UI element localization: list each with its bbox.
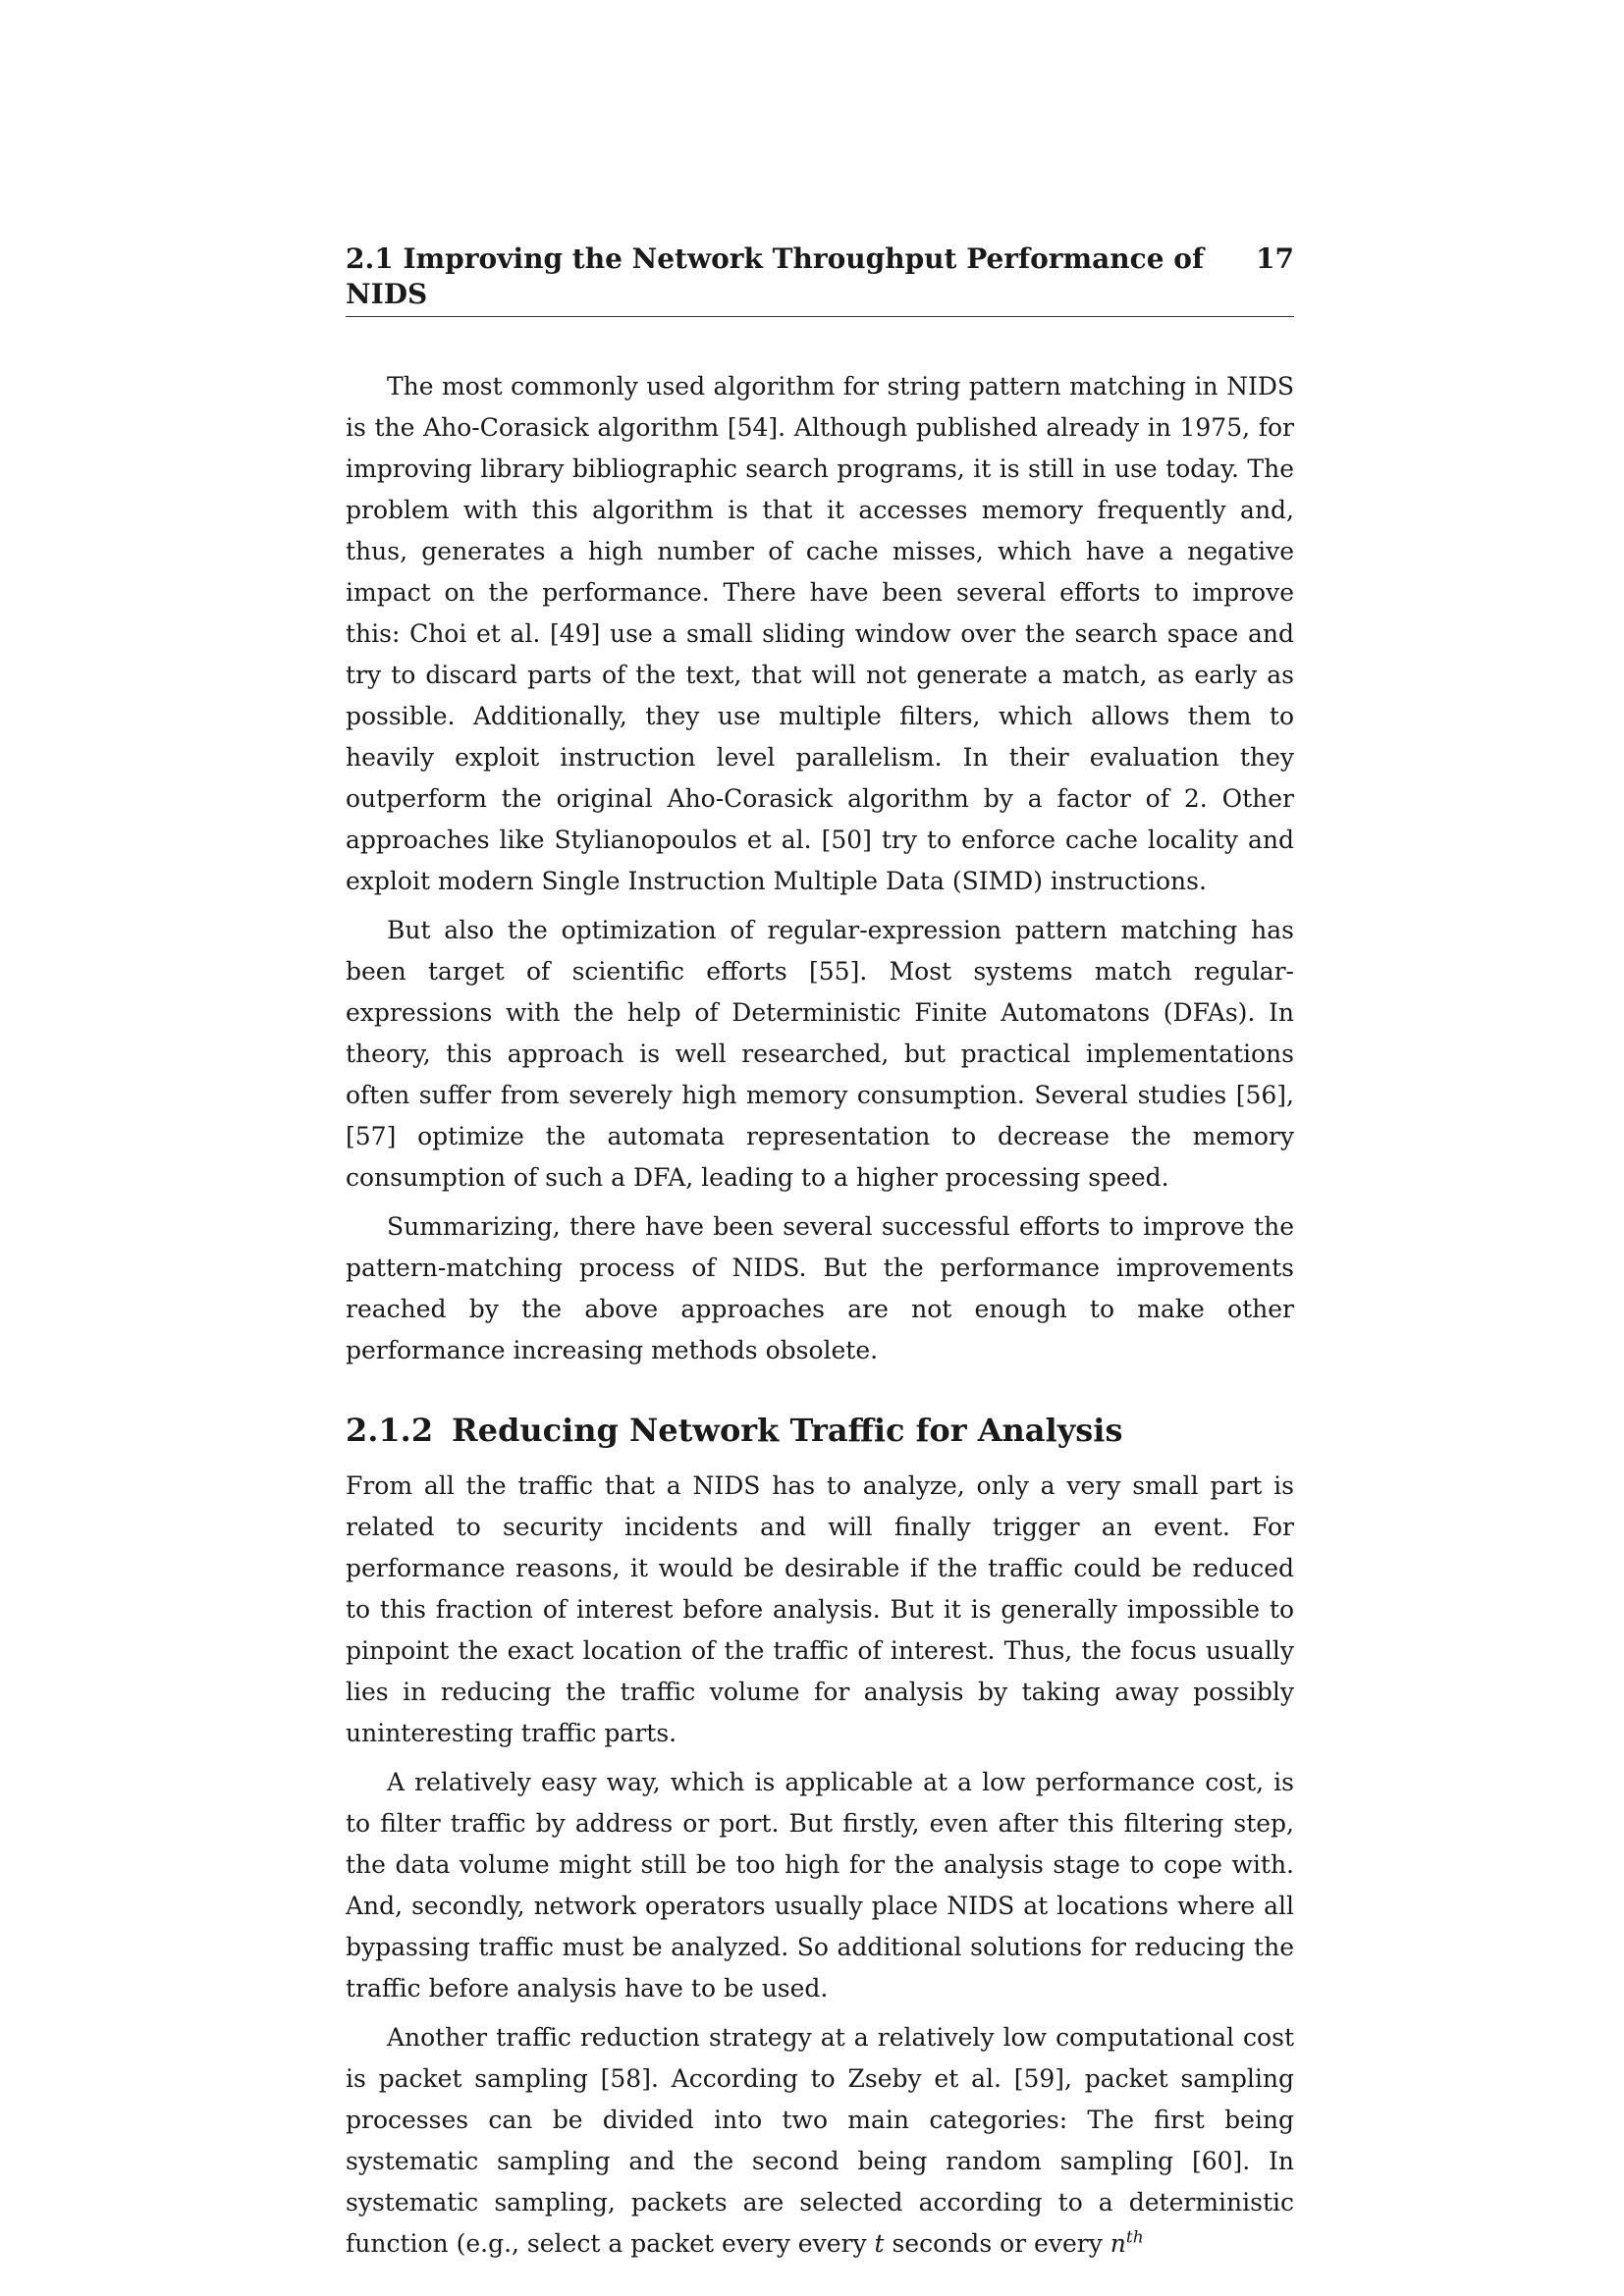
paragraph-last-middle: seconds or every xyxy=(892,2229,1103,2258)
section-number: 2.1.2 xyxy=(346,1412,434,1449)
paragraph-last xyxy=(346,2017,1294,2265)
section-title: Reducing Network Traffic for Analysis xyxy=(452,1412,1123,1449)
paragraph: From all the traffic that a NIDS has to analyze, only a very small part is related to security incidents and will finally trigger an event. For performance reasons, it would be desirable if the traffic could be reduced to this fraction of interest before analysis. But it is generally impossible to pinpoint the exact location of the traffic of interest. Thus, the focus usually lies in reducing the traffic volume for analysis by taking away possibly uninteresting traffic parts. xyxy=(346,1471,1294,1747)
paragraph-last-text: Another traffic reduction strategy at a relatively low computational cost is packet sampling [58]. According to Zseby et al. [59], packet sampling processes can be divided into two main categories: The first being systematic sampling and the second being random sampling [60]. In systematic sampling, packets are selected according to a deterministic function (e.g., select a packet every every xyxy=(346,2023,1294,2258)
superscript-th: th xyxy=(1125,2227,1144,2248)
paragraph: The most commonly used algorithm for string pattern matching in NIDS is the Aho-Corasick algorithm [54]. Although published already in 1975, for improving library bibliographic search programs, it is still in use today. The problem with this algorithm is that it accesses memory frequently and, thus, generates a high number of cache misses, which have a negative impact on the performance. There have been several efforts to improve this: Choi et al. [49] use a small sliding window over the search space and try to discard parts of the text, that will not generate a match, as early as possible. Additionally, they use multiple filters, which allows them to heavily exploit instruction level parallelism. In their evaluation they outperform the original Aho-Corasick algorithm by a factor of 2. Other approaches like Stylianopoulos et al. [50] try to enforce cache locality and exploit modern Single Instruction Multiple Data (SIMD) instructions. xyxy=(346,372,1294,895)
running-header-title: 2.1 Improving the Network Throughput Performance of NIDS xyxy=(346,242,1204,310)
paragraph: But also the optimization of regular-expression pattern matching has been target of scientific efforts [55]. Most systems match regular-expressions with the help of Deterministic Finite Automatons (DFAs). In theory, this approach is well researched, but practical implementations often suffer from severely high memory consumption. Several studies [56], [57] optimize the automata representation to decrease the memory consumption of such a DFA, leading to a higher processing speed. xyxy=(346,916,1294,1192)
page-number: 17 xyxy=(1256,242,1294,275)
paragraph: A relatively easy way, which is applicable at a low performance cost, is to filter traffic by address or port. But firstly, even after this filtering step, the data volume might still be too high for the analysis stage to cope with. And, secondly, network operators usually place NIDS at locations where all bypassing traffic must be analyzed. So additional solutions for reducing the traffic before analysis have to be used. xyxy=(346,1768,1294,2002)
running-header xyxy=(346,241,1294,317)
variable-t: t xyxy=(874,2229,885,2258)
page xyxy=(346,241,1294,2272)
section-heading xyxy=(346,1409,1294,1452)
variable-n: n xyxy=(1110,2229,1126,2258)
paragraph: Summarizing, there have been several successful efforts to improve the pattern-matching process of NIDS. But the performance improvements reached by the above approaches are not enough to make other performance increasing methods obsolete. xyxy=(346,1212,1294,1364)
body-text xyxy=(346,366,1294,2265)
